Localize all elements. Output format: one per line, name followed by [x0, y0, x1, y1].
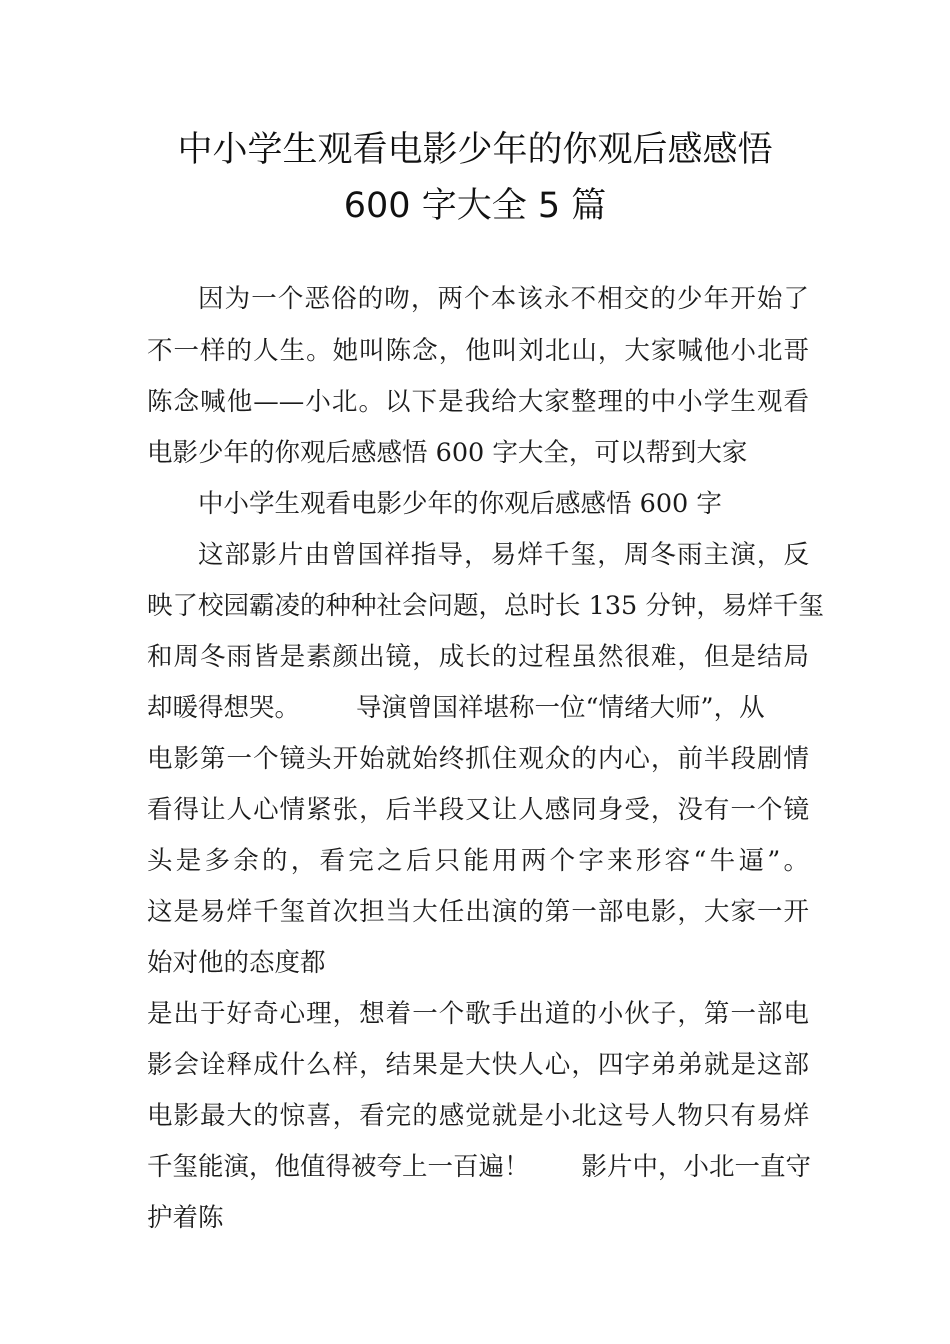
- paragraph-line: 陈念喊他——小北。以下是我给大家整理的中小学生观看: [147, 387, 809, 417]
- paragraph-segment: 影片中，小北一直守: [581, 1152, 812, 1182]
- paragraph-segment: 导演曾国祥堪称一位“情绪大师”，从: [356, 693, 765, 723]
- paragraph-line-mixed: [147, 1149, 812, 1185]
- paragraph-line: 电影最大的惊喜，看完的感觉就是小北这号人物只有易烊: [147, 1101, 809, 1131]
- paragraph-line: 是出于好奇心理，想着一个歌手出道的小伙子，第一部电: [147, 999, 809, 1029]
- paragraph-line: 电影少年的你观后感感悟 600 字大全，可以帮到大家: [147, 438, 748, 468]
- paragraph-line: 这部影片由曾国祥指导，易烊千玺，周冬雨主演，反: [198, 540, 809, 570]
- paragraph-line-mixed: [147, 690, 809, 726]
- section-heading-line: 中小学生观看电影少年的你观后感感悟 600 字: [198, 489, 722, 519]
- paragraph-line: 不一样的人生。她叫陈念，他叫刘北山，大家喊他小北哥: [147, 336, 809, 366]
- paragraph-line: 电影第一个镜头开始就始终抓住观众的内心，前半段剧情: [147, 744, 809, 774]
- paragraph-segment: 却暖得想哭。: [147, 693, 301, 723]
- document-title-line-1: 中小学生观看电影少年的你观后感感悟: [177, 130, 773, 170]
- paragraph-line: 看得让人心情紧张，后半段又让人感同身受，没有一个镜: [147, 795, 809, 825]
- paragraph-line: 这是易烊千玺首次担当大任出演的第一部电影，大家一开: [147, 897, 809, 927]
- paragraph-line: 头是多余的，看完之后只能用两个字来形容“牛逼”。: [147, 846, 809, 876]
- paragraph-line: 护着陈: [147, 1203, 224, 1233]
- paragraph-line: 因为一个恶俗的吻，两个本该永不相交的少年开始了: [198, 284, 809, 314]
- paragraph-line: 影会诠释成什么样，结果是大快人心，四字弟弟就是这部: [147, 1050, 809, 1080]
- paragraph-segment: 千玺能演，他值得被夸上一百遍！: [147, 1152, 530, 1182]
- paragraph-line: 始对他的态度都: [147, 948, 326, 978]
- paragraph-line: 和周冬雨皆是素颜出镜，成长的过程虽然很难，但是结局: [147, 642, 809, 672]
- document-title-line-2: 600 字大全 5 篇: [343, 186, 607, 226]
- paragraph-line: 映了校园霸凌的种种社会问题，总时长 135 分钟，易烊千玺: [147, 591, 824, 621]
